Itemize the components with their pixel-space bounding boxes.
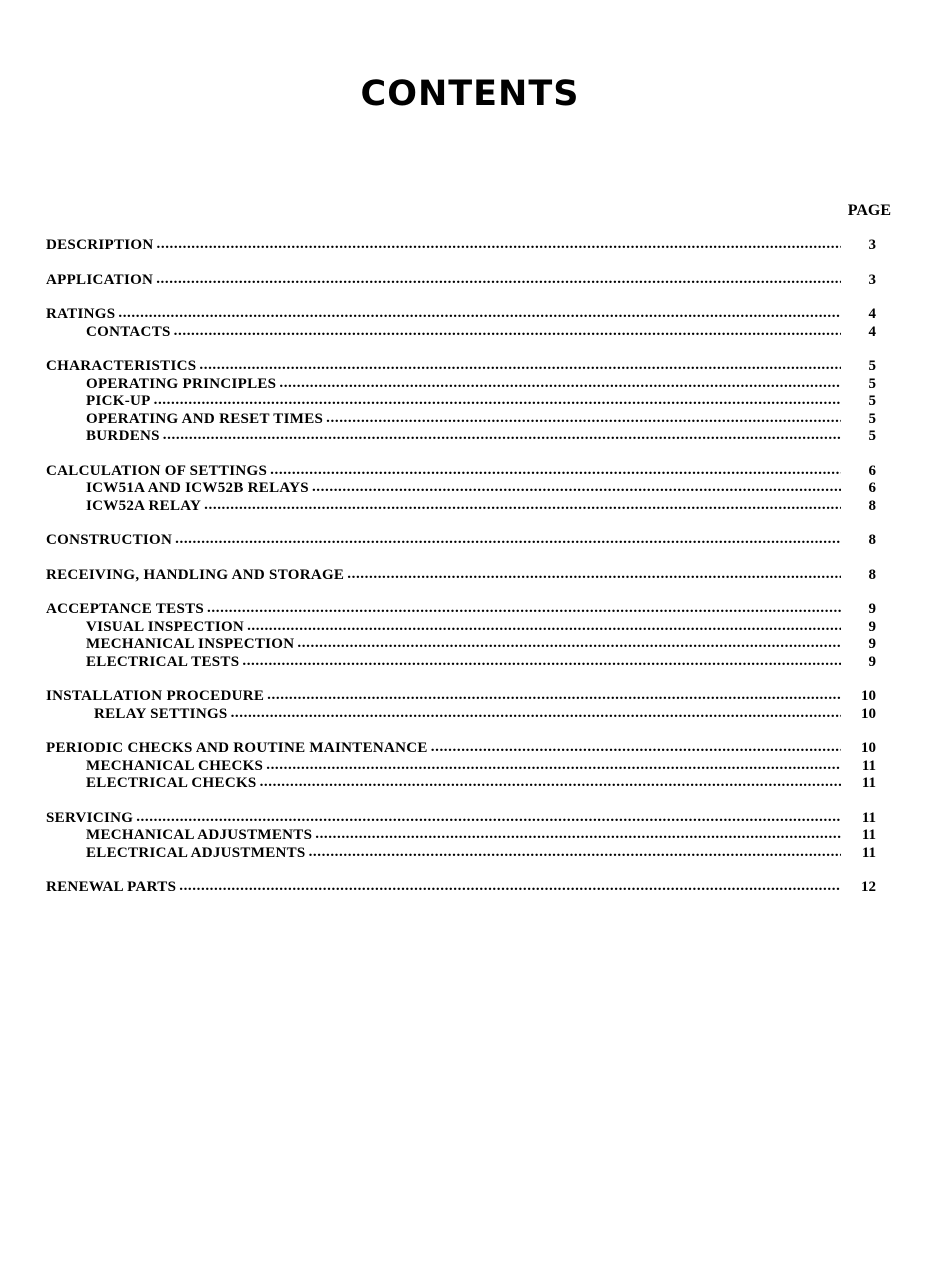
toc-entry (46, 237, 876, 255)
toc-entry-label: CONTACTS (86, 323, 171, 340)
toc-entry-label: RELAY SETTINGS (94, 705, 228, 722)
dot-leader (199, 357, 841, 375)
dot-leader (326, 410, 841, 428)
toc-entry-page: 11 (861, 827, 876, 843)
toc-entry-label: DESCRIPTION (46, 237, 154, 253)
toc-entry-page: 6 (868, 480, 876, 496)
dot-leader (309, 844, 841, 862)
toc-entry-label: APPLICATION (46, 271, 154, 288)
toc-entry-page: 9 (868, 653, 876, 670)
dot-leader (297, 635, 841, 653)
toc-entry-label: MECHANICAL ADJUSTMENTS (86, 827, 313, 843)
dot-leader (231, 705, 841, 723)
toc-entry-label: OPERATING PRINCIPLES (86, 375, 277, 392)
toc-subentry (46, 775, 876, 793)
toc-entry-label: ELECTRICAL CHECKS (86, 775, 257, 791)
toc-entry-page: 10 (861, 688, 876, 704)
dot-leader (260, 774, 841, 792)
toc-section (46, 810, 876, 863)
toc-entry-page: 8 (868, 566, 876, 583)
dot-leader (247, 618, 841, 636)
toc-section (46, 463, 876, 516)
toc-entry-label: ACCEPTANCE TESTS (46, 601, 205, 617)
toc-subentry (46, 480, 876, 498)
toc-entry (46, 879, 876, 897)
toc-entry-label: CHARACTERISTICS (46, 358, 197, 374)
toc-entry-page: 4 (868, 323, 876, 340)
toc-section (46, 306, 876, 341)
toc-entry-label: ICW52A RELAY (86, 497, 202, 514)
toc-entry-page: 3 (868, 237, 876, 253)
toc-subentry (46, 498, 876, 516)
toc-subentry (46, 845, 876, 863)
dot-leader (270, 462, 841, 480)
dot-leader (315, 826, 841, 844)
toc-entry-page: 11 (861, 844, 876, 861)
toc-entry-label: ELECTRICAL ADJUSTMENTS (86, 844, 306, 861)
toc-entry-page: 9 (868, 636, 876, 652)
dot-leader (156, 271, 841, 289)
toc-entry-label: VISUAL INSPECTION (86, 618, 245, 635)
toc-subentry (46, 411, 876, 429)
toc-entry-page: 11 (861, 809, 876, 826)
toc-entry (46, 601, 876, 619)
toc-entry-label: CONSTRUCTION (46, 532, 173, 548)
toc-entry (46, 358, 876, 376)
dot-leader (163, 427, 841, 445)
page-column-header: PAGE (847, 202, 891, 219)
toc-section (46, 237, 876, 255)
dot-leader (204, 497, 841, 515)
toc-entry-label: MECHANICAL CHECKS (86, 757, 264, 774)
toc-subentry (46, 393, 876, 411)
toc-entry-label: PICK-UP (86, 393, 151, 409)
toc-entry-label: OPERATING AND RESET TIMES (86, 410, 324, 427)
dot-leader (179, 878, 841, 896)
toc-subentry (46, 619, 876, 637)
toc-entry-page: 4 (868, 306, 876, 322)
toc-entry-page: 5 (868, 358, 876, 374)
dot-leader (431, 739, 841, 757)
toc-subentry (46, 706, 876, 724)
toc-entry-page: 8 (868, 532, 876, 548)
toc-entry-page: 12 (861, 879, 876, 895)
toc-section (46, 567, 876, 585)
dot-leader (118, 305, 841, 323)
toc-section (46, 358, 876, 446)
toc-entry (46, 272, 876, 290)
toc-entry-page: 10 (861, 740, 876, 756)
toc-entry-page: 5 (868, 375, 876, 392)
toc-entry-page: 6 (868, 462, 876, 479)
toc-subentry (46, 758, 876, 776)
toc-subentry (46, 376, 876, 394)
toc-entry-label: CALCULATION OF SETTINGS (46, 462, 268, 479)
toc-section (46, 879, 876, 897)
dot-leader (266, 757, 841, 775)
toc-entry-label: INSTALLATION PROCEDURE (46, 688, 265, 704)
dot-leader (347, 566, 841, 584)
dot-leader (175, 531, 841, 549)
toc-entry (46, 688, 876, 706)
toc-entry-label: RATINGS (46, 306, 116, 322)
toc-subentry (46, 324, 876, 342)
toc-entry (46, 463, 876, 481)
toc-entry-page: 5 (868, 393, 876, 409)
toc-subentry (46, 654, 876, 672)
toc-section (46, 532, 876, 550)
toc-subentry (46, 827, 876, 845)
dot-leader (279, 375, 841, 393)
dot-leader (154, 392, 841, 410)
toc-section (46, 601, 876, 671)
toc-section (46, 272, 876, 290)
dot-leader (242, 653, 841, 671)
dot-leader (174, 323, 841, 341)
dot-leader (267, 687, 841, 705)
toc-entry-page: 3 (868, 271, 876, 288)
toc-entry-label: ELECTRICAL TESTS (86, 653, 240, 670)
toc-section (46, 740, 876, 793)
dot-leader (312, 479, 841, 497)
toc-entry (46, 810, 876, 828)
table-of-contents (46, 237, 876, 914)
toc-entry-page: 11 (861, 757, 876, 774)
dot-leader (136, 809, 841, 827)
toc-entry-label: RENEWAL PARTS (46, 879, 177, 895)
dot-leader (157, 236, 842, 254)
toc-section (46, 688, 876, 723)
toc-entry-page: 5 (868, 410, 876, 427)
toc-entry-label: MECHANICAL INSPECTION (86, 636, 295, 652)
page-title: CONTENTS (360, 74, 580, 114)
toc-entry-label: RECEIVING, HANDLING AND STORAGE (46, 566, 345, 583)
toc-entry-page: 10 (861, 705, 876, 722)
toc-entry-page: 11 (861, 775, 876, 791)
dot-leader (207, 600, 841, 618)
toc-entry (46, 740, 876, 758)
toc-entry-label: BURDENS (86, 428, 160, 444)
toc-entry-label: SERVICING (46, 809, 134, 826)
toc-entry-page: 9 (868, 618, 876, 635)
toc-entry-label: PERIODIC CHECKS AND ROUTINE MAINTENANCE (46, 740, 428, 756)
toc-entry (46, 532, 876, 550)
toc-subentry (46, 428, 876, 446)
toc-entry-page: 8 (868, 497, 876, 514)
toc-entry-page: 5 (868, 428, 876, 444)
toc-entry (46, 567, 876, 585)
toc-entry-label: ICW51A AND ICW52B RELAYS (86, 480, 309, 496)
toc-entry-page: 9 (868, 601, 876, 617)
toc-subentry (46, 636, 876, 654)
toc-entry (46, 306, 876, 324)
